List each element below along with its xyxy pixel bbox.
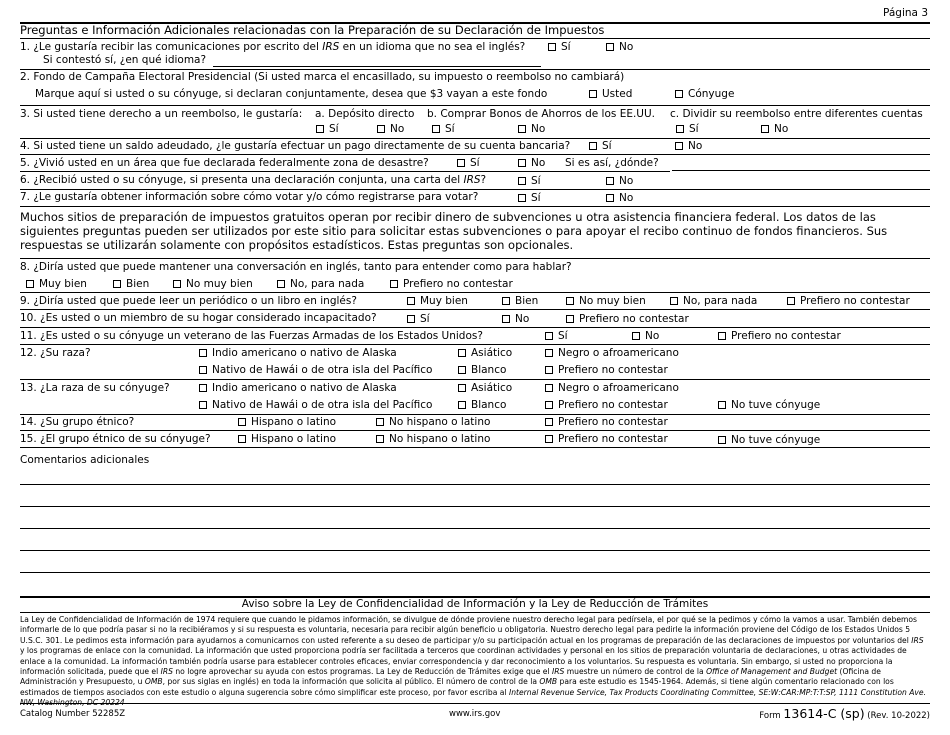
q3-a-no[interactable]: No [377,123,404,136]
checkbox[interactable] [458,384,466,392]
q14-label: 14. ¿Su grupo étnico? [20,416,135,428]
checkbox[interactable] [390,280,398,288]
section-title: Preguntas e Información Adicionales relacionadas con la Preparación de su Declaración de Impuestos [20,23,605,37]
notice-title-rule [20,612,930,613]
q1-language-line[interactable] [213,66,541,67]
checkbox[interactable] [545,401,553,409]
q13-r1-2[interactable]: Negro o afroamericano [545,382,679,395]
checkbox[interactable] [606,43,614,51]
q12-rule [20,379,930,380]
q9-label: 9. ¿Diría usted que puede leer un periódico o un libro en inglés? [20,295,357,307]
q5-rule [20,171,670,172]
checkbox[interactable] [675,142,683,150]
q11-opt-1[interactable]: No [632,330,659,343]
checkbox[interactable] [545,349,553,357]
q14-opt-2[interactable]: Prefiero no contestar [545,416,668,429]
q1-label: 1. ¿Le gustaría recibir las comunicaciones por escrito del IRS en un idioma que no sea el inglés? [20,41,526,53]
checkbox[interactable] [377,125,385,133]
q8-opt-1[interactable]: Bien [113,278,149,291]
q5-where-line[interactable] [672,170,930,171]
q3-a-yes[interactable]: Sí [316,123,339,136]
q5-label: 5. ¿Vivió usted en un área que fue declarada federalmente zona de desastre? [20,157,429,169]
q15-opt-2[interactable]: Prefiero no contestar [545,433,668,446]
q15-opt-1[interactable]: No hispano o latino [376,433,490,446]
q7-rule [20,206,930,207]
q9-opt-0[interactable]: Muy bien [407,295,468,308]
checkbox[interactable] [238,435,246,443]
q8-label: 8. ¿Diría usted que puede mantener una conversación en inglés, tanto para entender como para hablar? [20,261,572,273]
section-title-rule [20,38,930,39]
checkbox[interactable] [316,125,324,133]
comment-line[interactable] [20,528,930,529]
checkbox[interactable] [718,436,726,444]
comments-label: Comentarios adicionales [20,454,150,466]
q4-no[interactable]: No [675,140,702,153]
checkbox[interactable] [502,297,510,305]
comment-line[interactable] [20,484,930,485]
checkbox[interactable] [199,384,207,392]
checkbox[interactable] [199,401,207,409]
checkbox[interactable] [113,280,121,288]
checkbox[interactable] [545,384,553,392]
q2-usted[interactable]: Usted [589,88,632,101]
checkbox[interactable] [632,332,640,340]
q8-opt-4[interactable]: Prefiero no contestar [390,278,513,291]
page-number: Página 3 [883,7,928,19]
q10-label: 10. ¿Es usted o un miembro de su hogar considerado incapacitado? [20,312,377,324]
checkbox[interactable] [199,366,207,374]
q11-opt-2[interactable]: Prefiero no contestar [718,330,841,343]
q7-yes[interactable]: Sí [518,192,541,205]
q15-label: 15. ¿El grupo étnico de su cónyuge? [20,433,211,445]
checkbox[interactable] [277,280,285,288]
checkbox[interactable] [458,349,466,357]
catalog-number: Catalog Number 52285Z [20,709,126,719]
footer-rule [20,703,930,704]
checkbox[interactable] [545,366,553,374]
q2-conyuge[interactable]: Cónyuge [675,88,734,101]
q6-rule [20,189,930,190]
checkbox[interactable] [566,315,574,323]
q12-r1-0[interactable]: Indio americano o nativo de Alaska [199,347,397,360]
checkbox[interactable] [589,90,597,98]
checkbox[interactable] [432,125,440,133]
q14-rule [20,430,930,431]
q8-opt-3[interactable]: No, para nada [277,278,364,291]
intro-paragraph: Muchos sitios de preparación de impuestos gratuitos operan por recibir dinero de subvenciones u otra asistencia financiera federal. Los datos de las siguientes preguntas pueden ser utilizados por este sitio para solicitar estas subvenciones o para apoyar el recibo continuo de fondos financieros. Sus respuestas se utilizarán solamente con propósitos estadísticos. Estas preguntas son opcionales. [20,210,888,252]
q7-label: 7. ¿Le gustaría obtener información sobre cómo votar y/o cómo registrarse para votar? [20,191,479,203]
q14-opt-1[interactable]: No hispano o latino [376,416,490,429]
q3-c-yes[interactable]: Sí [676,123,699,136]
q13-rule [20,414,930,415]
q8-rule [20,292,930,293]
q8-opt-2[interactable]: No muy bien [173,278,253,291]
q9-opt-1[interactable]: Bien [502,295,538,308]
q13-label: 13. ¿La raza de su cónyuge? [20,382,170,394]
q1-no[interactable]: No [606,41,633,54]
q5-yes[interactable]: Sí [457,157,480,170]
q6-no[interactable]: No [606,175,633,188]
q2-sub: Marque aquí si usted o su cónyuge, si declaran conjuntamente, desea que $3 vayan a este fondo [35,88,548,100]
checkbox[interactable] [502,315,510,323]
checkbox[interactable] [606,194,614,202]
notice-title: Aviso sobre la Ley de Confidencialidad de Información y la Ley de Reducción de Trámites [241,598,709,610]
checkbox[interactable] [518,125,526,133]
q4-label: 4. Si usted tiene un saldo adeudado, ¿le gustaría efectuar un pago directamente de su cuenta bancaria? [20,140,571,152]
q8-opt-0[interactable]: Muy bien [26,278,87,291]
q15-rule [20,447,930,448]
checkbox[interactable] [718,332,726,340]
q3-rule [20,138,930,139]
q3-b-yes[interactable]: Sí [432,123,455,136]
q2-label: 2. Fondo de Campaña Electoral Presidencial (Si usted marca el encasillado, su impuesto o reembolso no cambiará) [20,71,625,83]
checkbox[interactable] [457,159,465,167]
checkbox[interactable] [407,297,415,305]
checkbox[interactable] [670,297,678,305]
checkbox[interactable] [518,177,526,185]
q1-followup: Si contestó sí, ¿en qué idioma? [43,54,207,66]
checkbox[interactable] [518,194,526,202]
q3-b-no[interactable]: No [518,123,545,136]
checkbox[interactable] [407,315,415,323]
comment-line[interactable] [20,572,930,573]
q15-opt-0[interactable]: Hispano o latino [238,433,336,446]
checkbox[interactable] [566,297,574,305]
checkbox[interactable] [545,418,553,426]
comment-line[interactable] [20,550,930,551]
q9-opt-3[interactable]: No, para nada [670,295,757,308]
checkbox[interactable] [518,159,526,167]
q1-rule [20,69,930,70]
checkbox[interactable] [718,401,726,409]
q4-rule [20,154,930,155]
q2-rule [20,105,930,106]
checkbox[interactable] [173,280,181,288]
q13-r2-0[interactable]: Nativo de Hawái o de otra isla del Pacífico [199,399,432,412]
q13-r2-2[interactable]: Prefiero no contestar [545,399,668,412]
q12-r2-1[interactable]: Blanco [458,364,506,377]
q12-r1-2[interactable]: Negro o afroamericano [545,347,679,360]
checkbox[interactable] [545,332,553,340]
checkbox[interactable] [676,125,684,133]
q3-c: c. Dividir su reembolso entre diferentes cuentas [670,108,923,120]
q10-rule [20,327,930,328]
q9-opt-2[interactable]: No muy bien [566,295,646,308]
q9-opt-4[interactable]: Prefiero no contestar [787,295,910,308]
q5-where: Si es así, ¿dónde? [565,157,659,169]
q4-yes[interactable]: Sí [589,140,612,153]
checkbox[interactable] [606,177,614,185]
q11-label: 11. ¿Es usted o su cónyuge un veterano de las Fuerzas Armadas de los Estados Unidos? [20,330,483,342]
q6-label: 6. ¿Recibió usted o su cónyuge, si presenta una declaración conjunta, una carta del IRS? [20,174,487,186]
checkbox[interactable] [26,280,34,288]
checkbox[interactable] [199,349,207,357]
q8-top-rule [20,258,930,259]
comment-line[interactable] [20,506,930,507]
q12-r2-0[interactable]: Nativo de Hawái o de otra isla del Pacífico [199,364,432,377]
q12-r2-2[interactable]: Prefiero no contestar [545,364,668,377]
q5-no[interactable]: No [518,157,545,170]
checkbox[interactable] [787,297,795,305]
q3-label: 3. Si usted tiene derecho a un reembolso, le gustaría: [20,108,303,120]
q11-rule [20,344,930,345]
q9-rule [20,309,930,310]
notice-text: La Ley de Confidencialidad de Información de 1974 requiere que cuando le pidamos información, se divulgue de dónde proviene nuestro derecho legal para pedírsela, el por qué se la pedimos y cómo la vamos a usar. También debemos informarle de lo que podría pasar si no la recibiéramos y si su respuesta es voluntaria, necesaria para recibir algún beneficio u obligatoria. Nuestro derecho legal para pedirle la información proviene del Código de los Estados Unidos 5 U.S.C. 301. Le pedimos esta información para ayudarnos a comunicarnos con usted referente a su deseo de participar y/o su participación actual en los programas de preparación de las declaraciones de impuestos por voluntarios del IRS y los programas de enlace con la comunidad. La información que usted proporciona podría ser facilitada a terceros que coordinan actividades y personal en los sitios de preparación voluntaria de declaraciones, u otras actividades de enlace a la comunidad. La información también podría usarse para establecer controles eficaces, enviar correspondencia y dar reconocimiento a los voluntarios. Su respuesta es voluntaria. Sin embargo, si usted no proporciona la información solicitada, puede que el IRS no logre aprovechar su ayuda con estos programas. La Ley de Reducción de Trámites exige que el IRS muestre un número de control de la Office of Management and Budget (Oficina de Administración y Presupuesto, u OMB, por sus siglas en inglés) en toda la información que solicita al público. El número de control de la OMB para este estudio es 1545-1964. Además, si tiene algún comentario relacionado con los estimados de tiempos asociados con este estudio o alguna sugerencia sobre cómo simplificar este proceso, por favor escriba al Internal Revenue Service, Tax Products Coordinating Committee, SE:W:CAR:MP:T:T:SP, 1111 Constitution Ave. NW, Washington, DC 20224 [20,615,927,708]
q13-r2-3[interactable]: No tuve cónyuge [718,399,820,412]
q3-c-no[interactable]: No [761,123,788,136]
website: www.irs.gov [449,709,501,719]
q10-opt-2[interactable]: Prefiero no contestar [566,313,689,326]
checkbox[interactable] [761,125,769,133]
checkbox[interactable] [548,43,556,51]
q15-opt-3[interactable]: No tuve cónyuge [718,434,820,447]
q10-opt-1[interactable]: No [502,313,529,326]
q6-yes[interactable]: Sí [518,175,541,188]
checkbox[interactable] [376,418,384,426]
q3-a: a. Depósito directo [315,108,415,120]
q13-r1-1[interactable]: Asiático [458,382,512,395]
q14-opt-0[interactable]: Hispano o latino [238,416,336,429]
q12-label: 12. ¿Su raza? [20,347,91,359]
q13-r2-1[interactable]: Blanco [458,399,506,412]
q13-r1-0[interactable]: Indio americano o nativo de Alaska [199,382,397,395]
checkbox[interactable] [675,90,683,98]
checkbox[interactable] [458,366,466,374]
q10-opt-0[interactable]: Sí [407,313,430,326]
q11-opt-0[interactable]: Sí [545,330,568,343]
checkbox[interactable] [458,401,466,409]
q3-b: b. Comprar Bonos de Ahorros de los EE.UU. [427,108,656,120]
form-number: 13614-C (sp) [783,706,865,721]
q1-yes[interactable]: Sí [548,41,571,54]
q12-r1-1[interactable]: Asiático [458,347,512,360]
form-id: Form 13614-C (sp) (Rev. 10-2022) [759,706,930,721]
checkbox[interactable] [376,435,384,443]
checkbox[interactable] [238,418,246,426]
checkbox[interactable] [589,142,597,150]
checkbox[interactable] [545,435,553,443]
q7-no[interactable]: No [606,192,633,205]
